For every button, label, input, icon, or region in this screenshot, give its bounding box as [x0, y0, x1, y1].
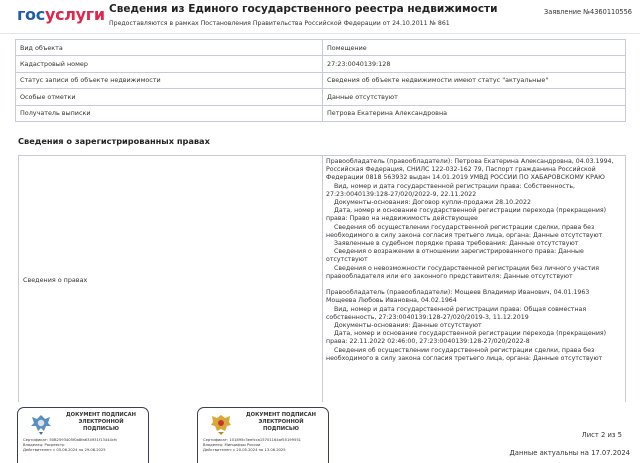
row-key: Вид объекта [16, 40, 323, 56]
row-value: 27:23:0040139:128 [323, 56, 626, 72]
stamp-heading-line: ДОКУМЕНТ ПОДПИСАН [66, 412, 136, 418]
spacer [326, 281, 624, 289]
holder2-owner-line1: Правообладатель (правообладатели): Мощеев Владимир Иванович, 04.01.1963 [326, 289, 590, 297]
certificate-validity: Действителен: с 20.05.2024 по 13.06.2025 [203, 448, 286, 453]
rights-label: Сведения о правах [23, 276, 88, 284]
certificate-owner: Владелец: Росреестр [23, 443, 65, 448]
holder1-registration: Вид, номер и дата государственной регистрации права: Собственность, 27:23:0040139:128-27/020/2022-9, 22.11.2022 [326, 182, 576, 198]
signature-stamp-rosreestr [17, 407, 149, 463]
table-row [16, 105, 626, 121]
certificate-owner: Владелец: Минцифры России [203, 443, 261, 448]
rights-table [18, 155, 626, 402]
rights-label-cell [19, 156, 323, 402]
document-subtitle: Предоставляются в рамках Постановления Правительства Российской Федерации от 24.10.2011 № 861 [109, 20, 450, 27]
logo-part-gos: гос [17, 5, 45, 24]
holder1-transfer: Дата, номер и основание государственной регистрации перехода (прекращения) права: Право на недвижимость действующее [326, 207, 607, 223]
holder1-deal-info: Сведения об осуществлении государственной регистрации сделки, права без необходимого в силу закона согласия третьего лица, органа: Данные отсутствуют [326, 223, 603, 239]
holder2-owner-line2: Мощеева Любовь Ивановна, 04.02.1964 [326, 297, 457, 305]
rights-value-cell [326, 158, 624, 363]
gosuslugi-logo [17, 5, 105, 24]
object-info-table [15, 39, 626, 122]
rosreestr-emblem-icon [28, 412, 54, 436]
table-row [16, 89, 626, 105]
row-value: Помещение [323, 40, 626, 56]
holder1-claims: Заявленные в судебном порядке права требования: Данные отсутствуют [334, 240, 579, 248]
row-key: Особые отметки [16, 89, 323, 105]
certificate-validity: Действителен: с 05.06.2024 по 29.08.2025 [23, 448, 106, 453]
stamp-heading-line: ПОДПИСЬЮ [83, 426, 119, 432]
certificate-info [203, 438, 327, 454]
logo-part-uslugi: услуги [44, 5, 105, 24]
coat-of-arms-icon [208, 412, 234, 436]
stamp-heading [56, 412, 146, 433]
stamp-heading-line: ПОДПИСЬЮ [263, 426, 299, 432]
certificate-number: Сертификат: 50B2593405f0a8fa634931f13444cfc [23, 438, 118, 442]
data-actual-date: Данные актуальны на 17.07.2024 [509, 449, 630, 457]
document-header [0, 0, 640, 34]
row-key: Получатель выписки [16, 105, 323, 121]
row-value: Петрова Екатерина Александровна [323, 105, 626, 121]
holder2-documents: Документы-основания: Данные отсутствуют [334, 322, 482, 330]
holder1-owner: Правообладатель (правообладатели): Петрова Екатерина Александровна, 04.03.1994, Российская Федерация, СНИЛС 122-032-162 79, Паспорт гражданина Российской Федерации 0818 563932 выдан 14.01.2019 УМВД РОССИИ ПО ХАБАРОВСКОМУ КРАЮ [326, 158, 614, 182]
stamp-heading-line: ЭЛЕКТРОННОЙ [78, 419, 124, 425]
stamp-heading [236, 412, 326, 433]
document-title: Сведения из Единого государственного реестра недвижимости [109, 3, 498, 15]
row-value: Данные отсутствуют [323, 89, 626, 105]
sheet-counter: Лист 2 из 5 [581, 431, 622, 439]
request-number: Заявление №4360110556 [544, 8, 632, 16]
holder1-documents: Документы-основания: Договор купли-продажи 28.10.2022 [334, 199, 531, 207]
table-row [16, 40, 626, 56]
holder2-transfer: Дата, номер и основание государственной регистрации перехода (прекращения) права: 22.11.2022 02:46:00, 27:23:0040139:128-27/020/2022-8 [326, 330, 607, 346]
table-row [16, 72, 626, 88]
holder1-objections: Сведения о возражении в отношении зарегистрированного права: Данные отсутствуют [326, 248, 584, 264]
stamp-heading-line: ЭЛЕКТРОННОЙ [258, 419, 304, 425]
rights-section-title: Сведения о зарегистрированных правах [18, 136, 210, 146]
row-key: Статус записи об объекте недвижимости [16, 72, 323, 88]
holder1-impossibility: Сведения о невозможности государственной регистрации без личного участия правообладателя или его законного представителя: Данные отсутствуют [326, 264, 600, 280]
signature-stamp-mintsifry [197, 407, 329, 463]
certificate-number: Сертификат: 101895c3eefcca15701164af55199551 [203, 438, 302, 442]
holder2-registration: Вид, номер и дата государственной регистрации права: Общая совместная собственность, 27:23:0040139:128-27/020/2019-3, 11.12.2019 [326, 305, 587, 321]
certificate-info [23, 438, 147, 454]
row-value: Сведения об объекте недвижимости имеют статус "актуальные" [323, 72, 626, 88]
stamp-heading-line: ДОКУМЕНТ ПОДПИСАН [246, 412, 316, 418]
table-row [16, 56, 626, 72]
row-key: Кадастровый номер [16, 56, 323, 72]
holder2-deal-info: Сведения об осуществлении государственной регистрации сделки, права без необходимого в силу закона согласия третьего лица, органа: Данные отсутствуют [326, 346, 603, 362]
